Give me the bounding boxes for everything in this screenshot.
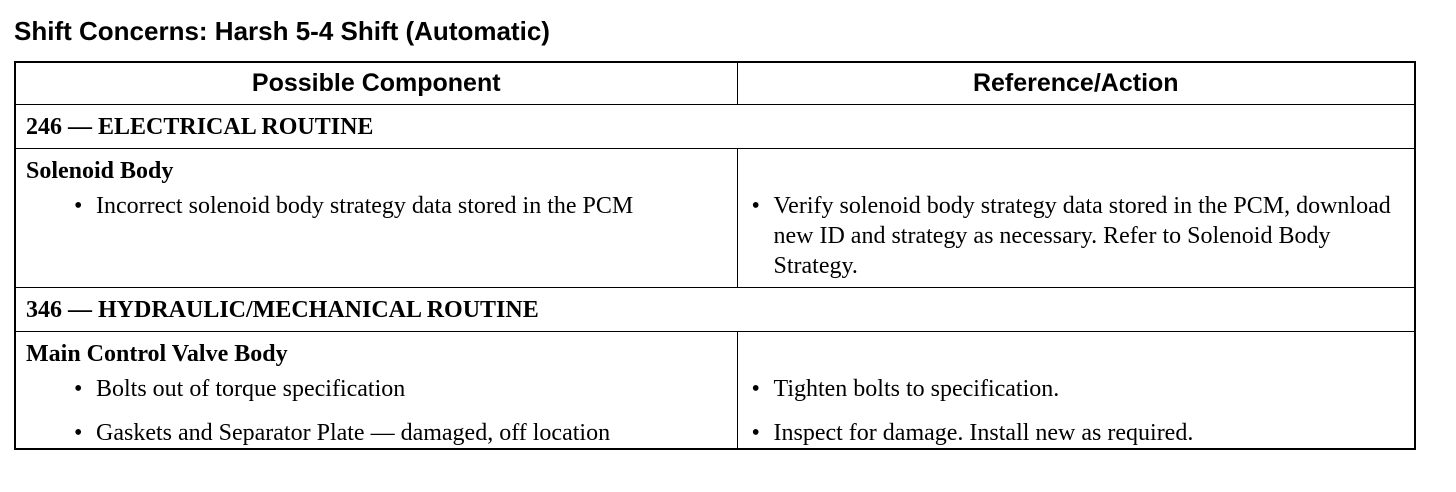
- bullet-icon: •: [751, 420, 760, 446]
- cause-text: Incorrect solenoid body strategy data stored in the PCM: [96, 193, 634, 219]
- section-heading-electrical: 246 — ELECTRICAL ROUTINE: [15, 105, 1415, 149]
- bullet-icon: •: [74, 420, 83, 446]
- section-row: [15, 288, 1415, 332]
- component-cell: [15, 332, 737, 450]
- action-text: Verify solenoid body strategy data stored in the PCM, download new ID and strategy as necessary. Refer to Solenoid Body Strategy.: [773, 193, 1391, 279]
- bullet-icon: •: [74, 193, 83, 219]
- component-name: Solenoid Body: [26, 158, 174, 184]
- cause-text: Bolts out of torque specification: [96, 376, 406, 402]
- table-header-row: [15, 62, 1415, 105]
- cause-text: Gaskets and Separator Plate — damaged, off location: [96, 420, 611, 446]
- section-row: [15, 105, 1415, 149]
- list-item: [738, 185, 1415, 287]
- list-item: [738, 368, 1415, 404]
- diagnostic-table: [14, 61, 1416, 450]
- table-row: [15, 332, 1415, 450]
- header-possible-component: Possible Component: [15, 62, 737, 105]
- action-text: Inspect for damage. Install new as required.: [773, 420, 1194, 446]
- bullet-icon: •: [74, 376, 83, 402]
- action-cell: [737, 149, 1415, 288]
- action-cell: [737, 332, 1415, 450]
- document-title: Shift Concerns: Harsh 5-4 Shift (Automatic): [14, 16, 550, 46]
- list-item: [16, 418, 737, 448]
- table-row: [15, 149, 1415, 288]
- section-heading-hydraulic: 346 — HYDRAULIC/MECHANICAL ROUTINE: [15, 288, 1415, 332]
- component-name: Main Control Valve Body: [26, 341, 288, 367]
- list-item: [16, 368, 737, 404]
- action-text: Tighten bolts to specification.: [773, 376, 1060, 402]
- bullet-icon: •: [751, 193, 760, 219]
- list-item: [738, 418, 1415, 448]
- component-cell: [15, 149, 737, 288]
- list-item: [16, 185, 737, 221]
- header-reference-action: Reference/Action: [737, 62, 1415, 105]
- bullet-icon: •: [751, 376, 760, 402]
